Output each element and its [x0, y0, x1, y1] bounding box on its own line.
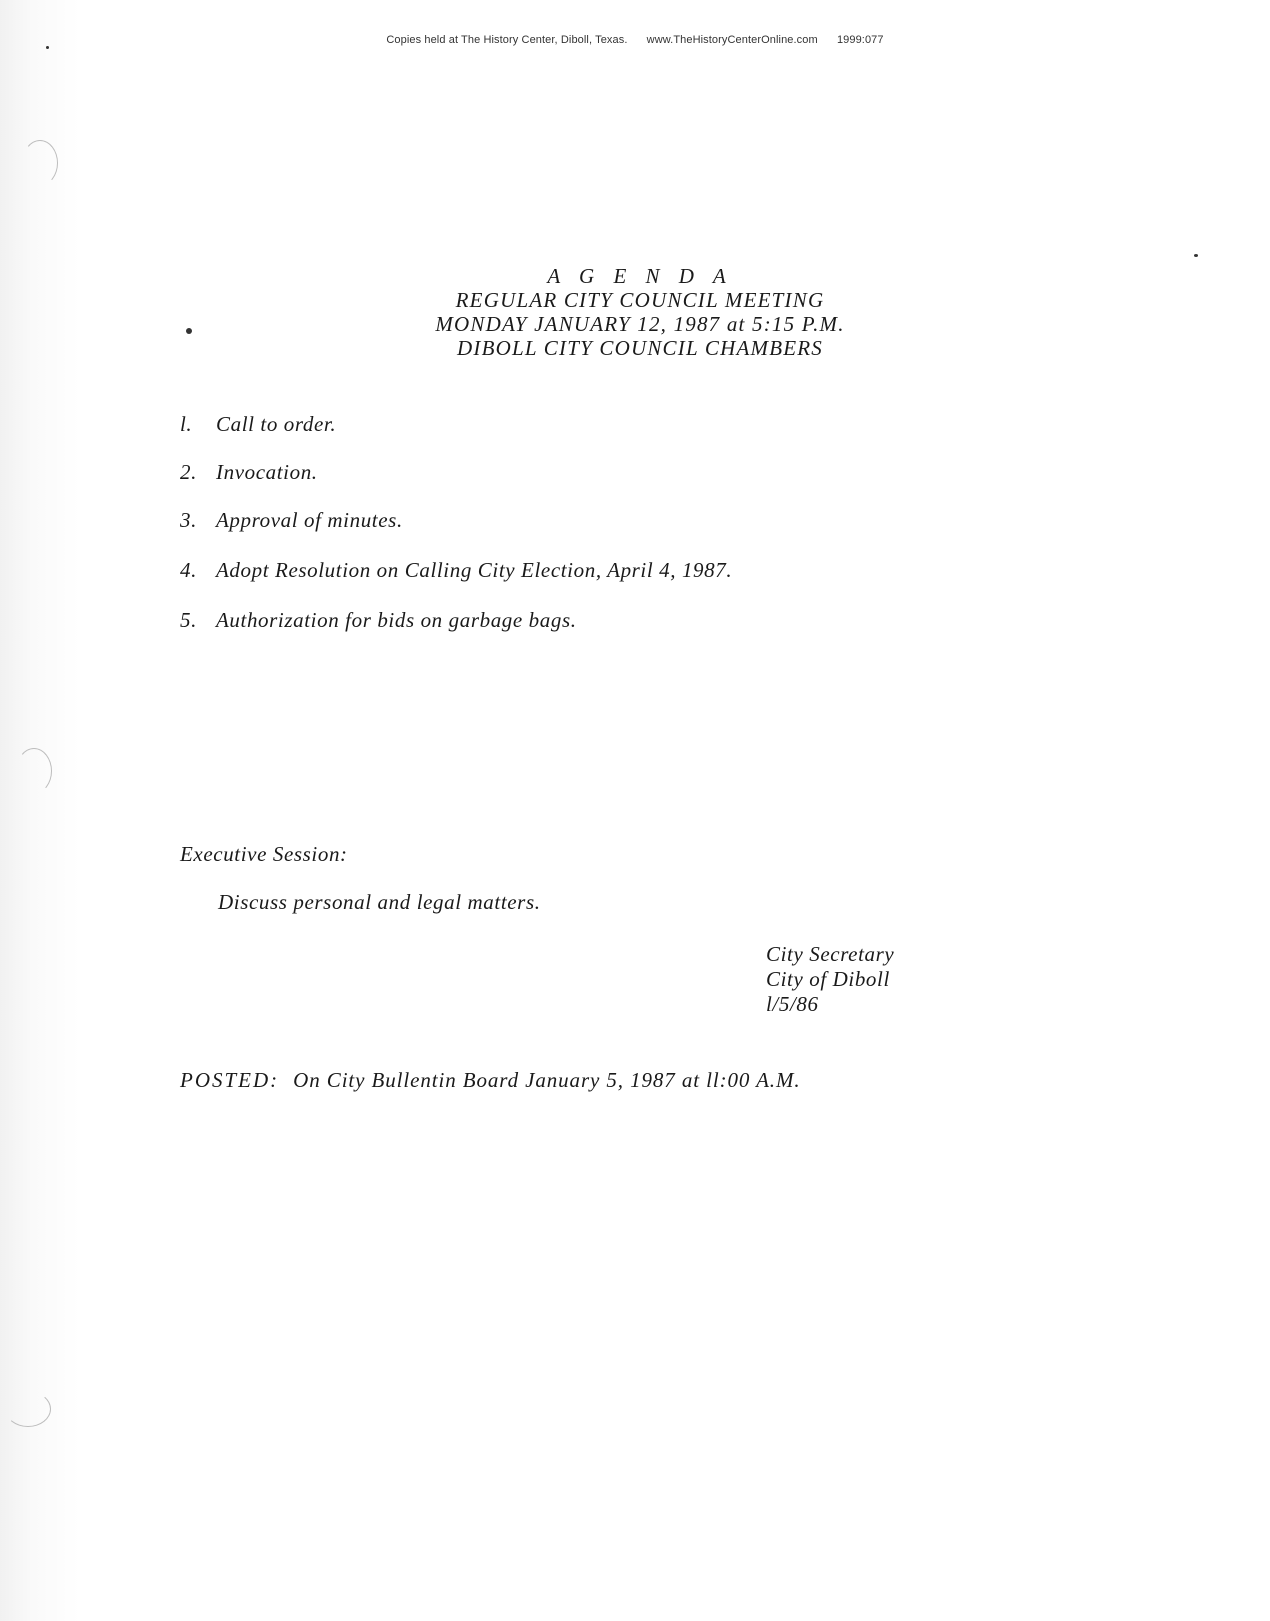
- signature-org: City of Diboll: [766, 967, 890, 991]
- archive-header-note: [0, 34, 1270, 46]
- posted-notice: [180, 1068, 801, 1093]
- posted-text: On City Bullentin Board January 5, 1987 at ll:00 A.M.: [293, 1068, 801, 1092]
- meeting-type: REGULAR CITY COUNCIL MEETING: [455, 288, 825, 312]
- archive-source: Copies held at The History Center, Diboll, Texas.: [386, 34, 628, 46]
- agenda-item: [180, 558, 732, 583]
- executive-session-heading: Executive Session:: [180, 842, 348, 866]
- archive-collection-id: 1999:077: [836, 34, 884, 46]
- signature-title: City Secretary: [766, 942, 895, 966]
- agenda-item: [180, 460, 318, 485]
- agenda-item-number: 5.: [180, 608, 197, 632]
- agenda-title-block: [380, 264, 900, 360]
- scan-edge-shadow: [0, 0, 80, 1621]
- executive-session-body: Discuss personal and legal matters.: [218, 890, 541, 914]
- signature-date: l/5/86: [766, 992, 819, 1016]
- meeting-location: DIBOLL CITY COUNCIL CHAMBERS: [457, 336, 823, 360]
- agenda-item-text: Approval of minutes.: [216, 508, 403, 532]
- agenda-heading: A G E N D A: [547, 264, 733, 288]
- punch-hole-top: [22, 140, 58, 186]
- posted-label: POSTED:: [180, 1068, 280, 1092]
- meeting-datetime: MONDAY JANUARY 12, 1987 at 5:15 P.M.: [435, 312, 845, 336]
- agenda-item-number: l.: [180, 412, 193, 436]
- agenda-item-text: Call to order.: [216, 412, 337, 436]
- punch-hole-bottom: [5, 1391, 51, 1427]
- agenda-item: [180, 508, 403, 533]
- ink-speck: [186, 328, 192, 334]
- agenda-item-number: 2.: [180, 460, 197, 484]
- agenda-item-text: Invocation.: [216, 460, 318, 484]
- agenda-item-text: Authorization for bids on garbage bags.: [216, 608, 577, 632]
- ink-speck: [1194, 254, 1198, 257]
- archive-url: www.TheHistoryCenterOnline.com: [646, 34, 818, 46]
- agenda-item: [180, 608, 577, 633]
- punch-hole-middle: [16, 748, 52, 794]
- agenda-item: [180, 412, 336, 437]
- agenda-item-number: 3.: [180, 508, 197, 532]
- agenda-item-number: 4.: [180, 558, 197, 582]
- agenda-item-text: Adopt Resolution on Calling City Election, April 4, 1987.: [216, 558, 733, 582]
- ink-speck: [46, 46, 49, 49]
- signature-block: [766, 942, 894, 1017]
